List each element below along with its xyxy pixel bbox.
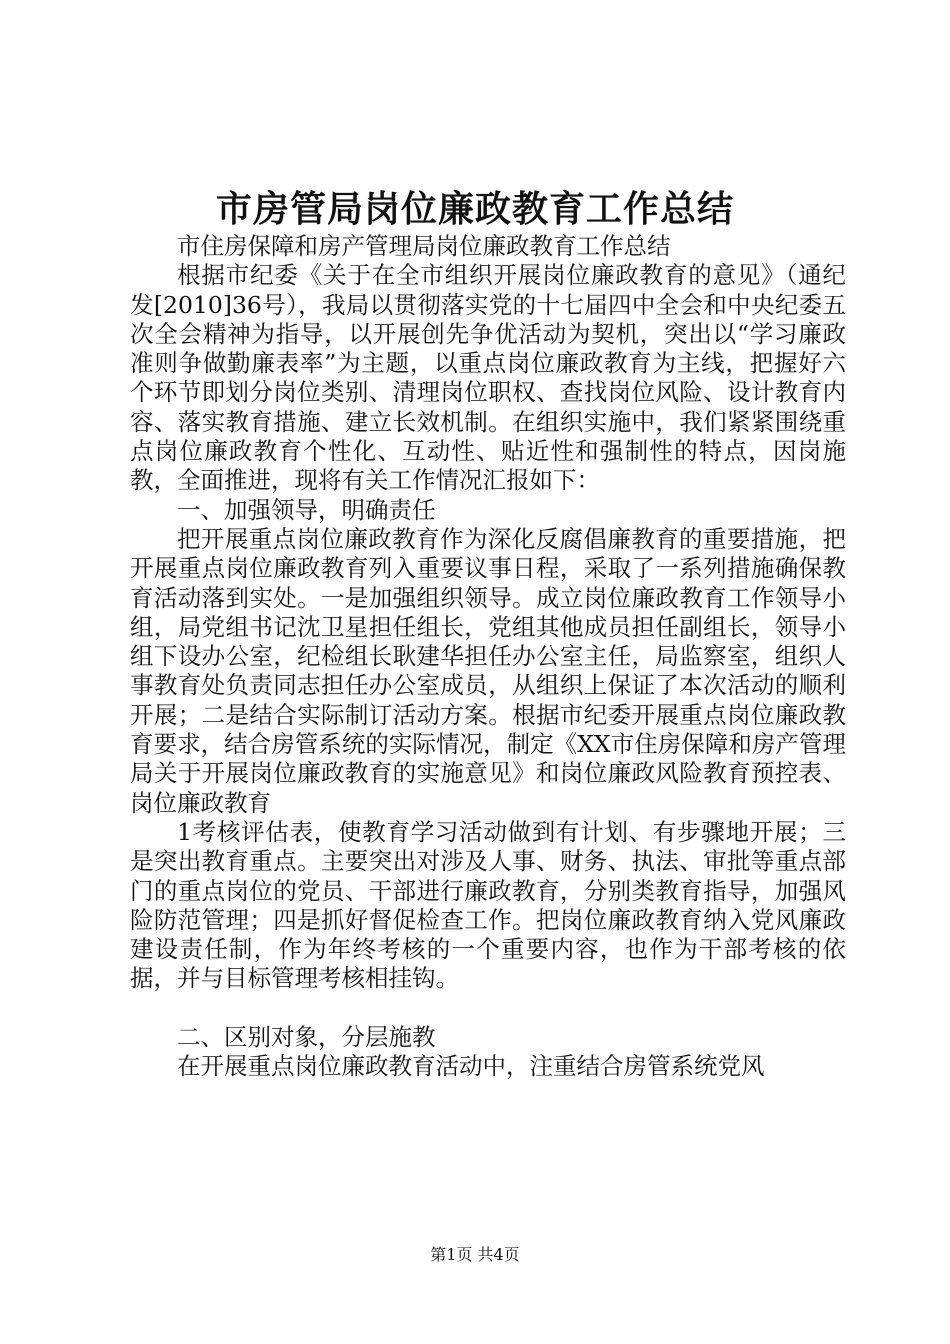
section-1-continued-paragraph: 1考核评估表，使教育学习活动做到有计划、有步骤地开展；三是突出教育重点。主要突出对涉及人事、财务、执法、审批等重点部门的重点岗位的党员、干部进行廉政教育，分别类教育指导，加强风险防范管理；四是抓好督促检查工作。把岗位廉政教育纳入党风廉政建设责任制，作为年终考核的一个重要内容，也作为干部考核的依据，并与目标管理考核相挂钩。	[130, 817, 846, 993]
section-1-paragraph: 把开展重点岗位廉政教育作为深化反腐倡廉教育的重要措施，把开展重点岗位廉政教育列入重要议事日程，采取了一系列措施确保教育活动落到实处。一是加强组织领导。成立岗位廉政教育工作领导小组，局党组书记沈卫星担任组长，党组其他成员担任副组长，领导小组下设办公室，纪检组长耿建华担任办公室主任，局监察室，组织人事教育处负责同志担任办公室成员，从组织上保证了本次活动的顺利开展；二是结合实际制订活动方案。根据市纪委开展重点岗位廉政教育要求，结合房管系统的实际情况，制定《XX市住房保障和房产管理局关于开展岗位廉政教育的实施意见》和岗位廉政风险教育预控表、岗位廉政教育	[130, 524, 846, 817]
section-heading-2: 二、区别对象，分层施教	[177, 1022, 436, 1051]
page-footer: 第1页 共4页	[430, 1245, 520, 1264]
intro-paragraph: 根据市纪委《关于在全市组织开展岗位廉政教育的意见》（通纪发[2010]36号），我局以贯彻落实党的十七届四中全会和中央纪委五次全会精神为指导，以开展创先争优活动为契机，突出以“学习廉政准则争做勤廉表率”为主题，以重点岗位廉政教育为主线，把握好六个环节即划分岗位类别、清理岗位职权、查找岗位风险、设计教育内容、落实教育措施、建立长效机制。在组织实施中，我们紧紧围绕重点岗位廉政教育个性化、互动性、贴近性和强制性的特点，因岗施教，全面推进，现将有关工作情况汇报如下：	[130, 261, 846, 495]
section-2-paragraph: 在开展重点岗位廉政教育活动中，注重结合房管系统党风	[177, 1052, 765, 1081]
document-title: 市房管局岗位廉政教育工作总结	[215, 188, 734, 230]
document-body	[130, 232, 846, 1081]
section-heading-1: 一、加强领导，明确责任	[177, 495, 436, 524]
subtitle-paragraph: 市住房保障和房产管理局岗位廉政教育工作总结	[177, 232, 671, 260]
